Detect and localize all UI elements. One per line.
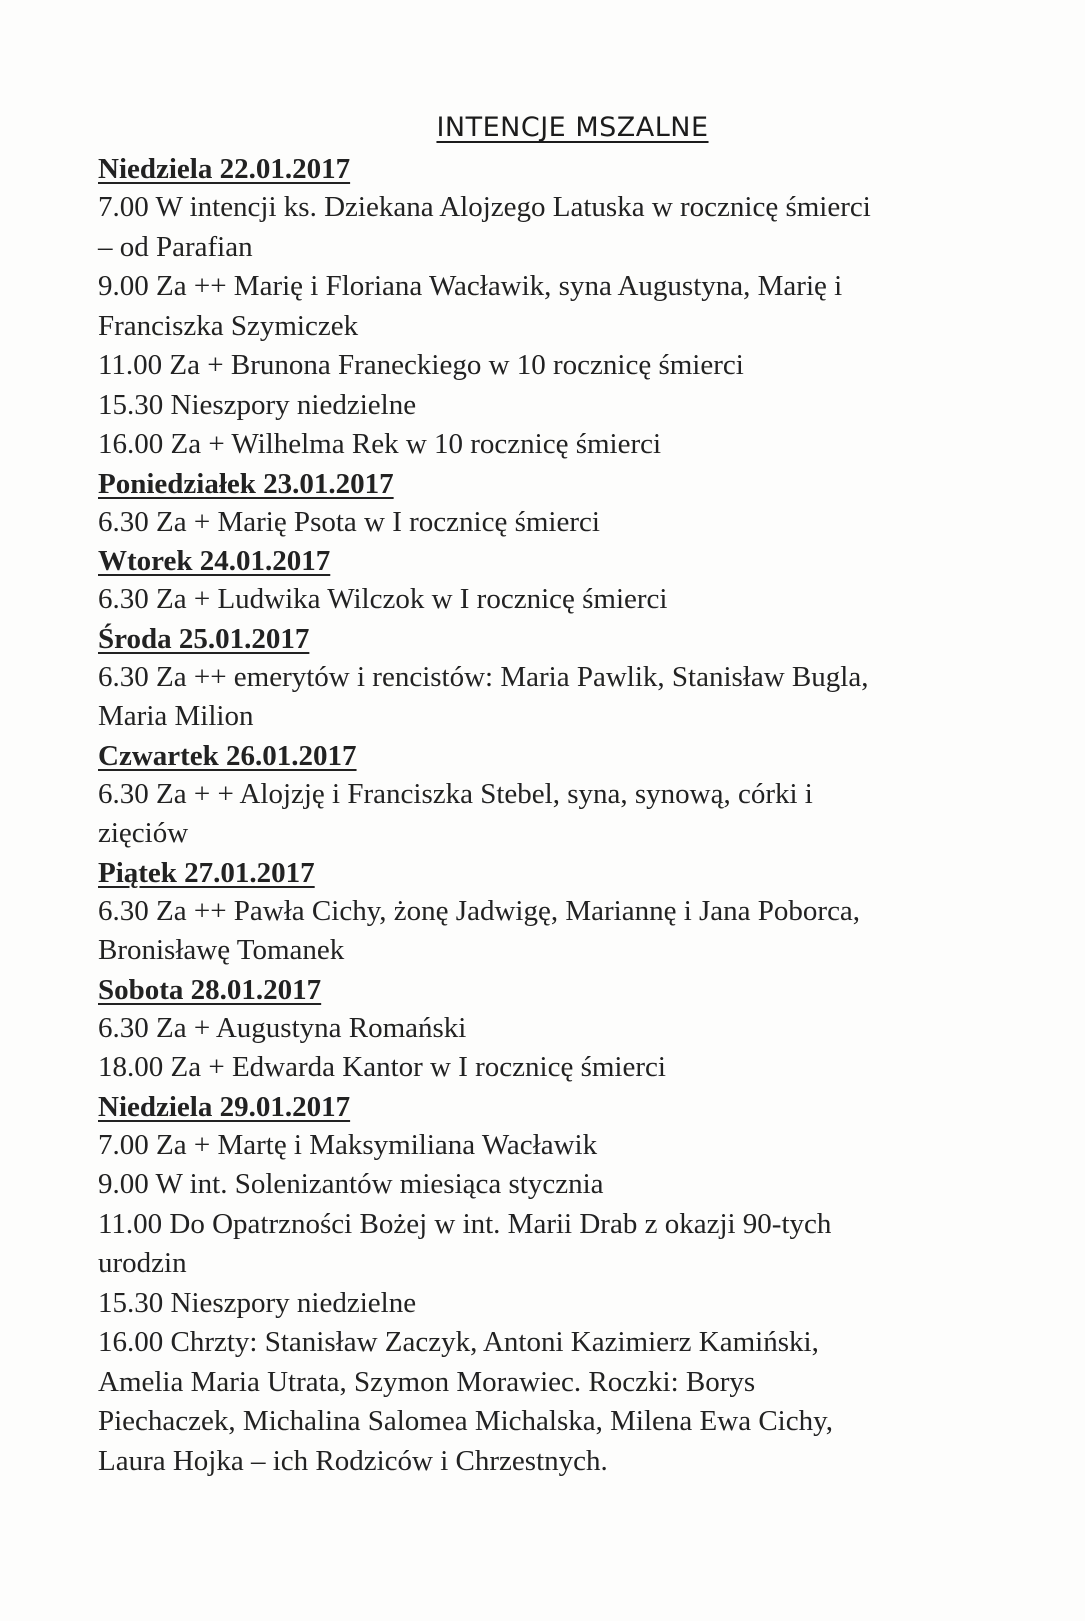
intention-line: 18.00 Za + Edwarda Kantor w I rocznicę śmierci [98,1051,666,1083]
day-heading-text: Piątek 27.01.2017 [98,856,315,889]
intention-line: 15.30 Nieszpory niedzielne [98,1286,417,1319]
intention-line: 6.30 Za + + Alojzję i Franciszka Stebel, syna, synową, córki i [98,777,813,810]
day-heading-text: Środa 25.01.2017 [98,622,310,655]
mass-intention [98,1323,1028,1481]
intention-line: 9.00 Za ++ Marię i Floriana Wacławik, syna Augustyna, Marię i [98,270,843,302]
intention-line: Maria Milion [98,700,254,732]
intention-line: 7.00 Za + Martę i Maksymiliana Wacławik [98,1128,598,1161]
mass-intention [98,267,1028,346]
intention-line: 6.30 Za ++ Pawła Cichy, żonę Jadwigę, Mariannę i Jana Poborca, [98,894,861,927]
intention-line: 16.00 Chrzty: Stanisław Zaczyk, Antoni Kazimierz Kamiński, [98,1326,819,1358]
mass-intention [98,1205,1028,1284]
day-heading [98,854,1028,892]
mass-intention [98,580,1028,620]
intention-line: 11.00 Za + Brunona Franeckiego w 10 rocznicę śmierci [98,349,744,381]
intention-line: Amelia Maria Utrata, Szymon Morawiec. Roczki: Borys [98,1365,756,1398]
intention-line: zięciów [98,817,189,849]
intention-line: 9.00 W int. Solenizantów miesiąca stycznia [98,1168,604,1200]
intention-line: 7.00 W intencji ks. Dziekana Alojzego Latuska w rocznicę śmierci [98,191,871,223]
day-heading-text: Sobota 28.01.2017 [98,973,322,1006]
day-heading-text: Niedziela 22.01.2017 [98,153,351,185]
mass-intention [98,1126,1028,1166]
day-heading [98,150,1028,188]
intentions-list [98,150,1028,1481]
intention-line: Bronisławę Tomanek [98,934,345,966]
intention-line: 6.30 Za + Ludwika Wilczok w I rocznicę śmierci [98,583,668,615]
mass-intention [98,188,1028,267]
day-heading [98,620,1028,658]
day-heading [98,542,1028,580]
day-heading-text: Czwartek 26.01.2017 [98,739,357,772]
mass-intention [98,1009,1028,1049]
day-heading-text: Poniedziałek 23.01.2017 [98,467,394,500]
mass-intention [98,503,1028,543]
mass-intention [98,1165,1028,1205]
day-heading [98,971,1028,1009]
intention-line: 6.30 Za ++ emerytów i rencistów: Maria Pawlik, Stanisław Bugla, [98,660,869,693]
page-title: INTENCJE MSZALNE [436,112,709,143]
mass-intention [98,425,1028,465]
mass-intention [98,346,1028,386]
day-heading [98,737,1028,775]
intention-line: Franciszka Szymiczek [98,309,359,342]
day-heading [98,1088,1028,1126]
mass-intention [98,658,1028,737]
intention-line: – od Parafian [98,230,253,263]
mass-intention [98,775,1028,854]
intention-line: Laura Hojka – ich Rodziców i Chrzestnych. [98,1444,608,1477]
intention-line: Piechaczek, Michalina Salomea Michalska, Milena Ewa Cichy, [98,1405,833,1437]
intention-line: urodzin [98,1247,187,1279]
intention-line: 16.00 Za + Wilhelma Rek w 10 rocznicę śmierci [98,428,662,460]
intention-line: 6.30 Za + Augustyna Romański [98,1011,467,1044]
day-heading-text: Niedziela 29.01.2017 [98,1090,351,1123]
day-heading [98,465,1028,503]
mass-intention [98,892,1028,971]
intention-line: 6.30 Za + Marię Psota w I rocznicę śmierci [98,505,600,538]
mass-intention [98,1048,1028,1088]
intention-line: 11.00 Do Opatrzności Bożej w int. Marii Drab z okazji 90-tych [98,1207,832,1240]
mass-intention [98,1284,1028,1324]
intention-line: 15.30 Nieszpory niedzielne [98,388,417,421]
day-heading-text: Wtorek 24.01.2017 [98,545,331,577]
mass-intention [98,386,1028,426]
